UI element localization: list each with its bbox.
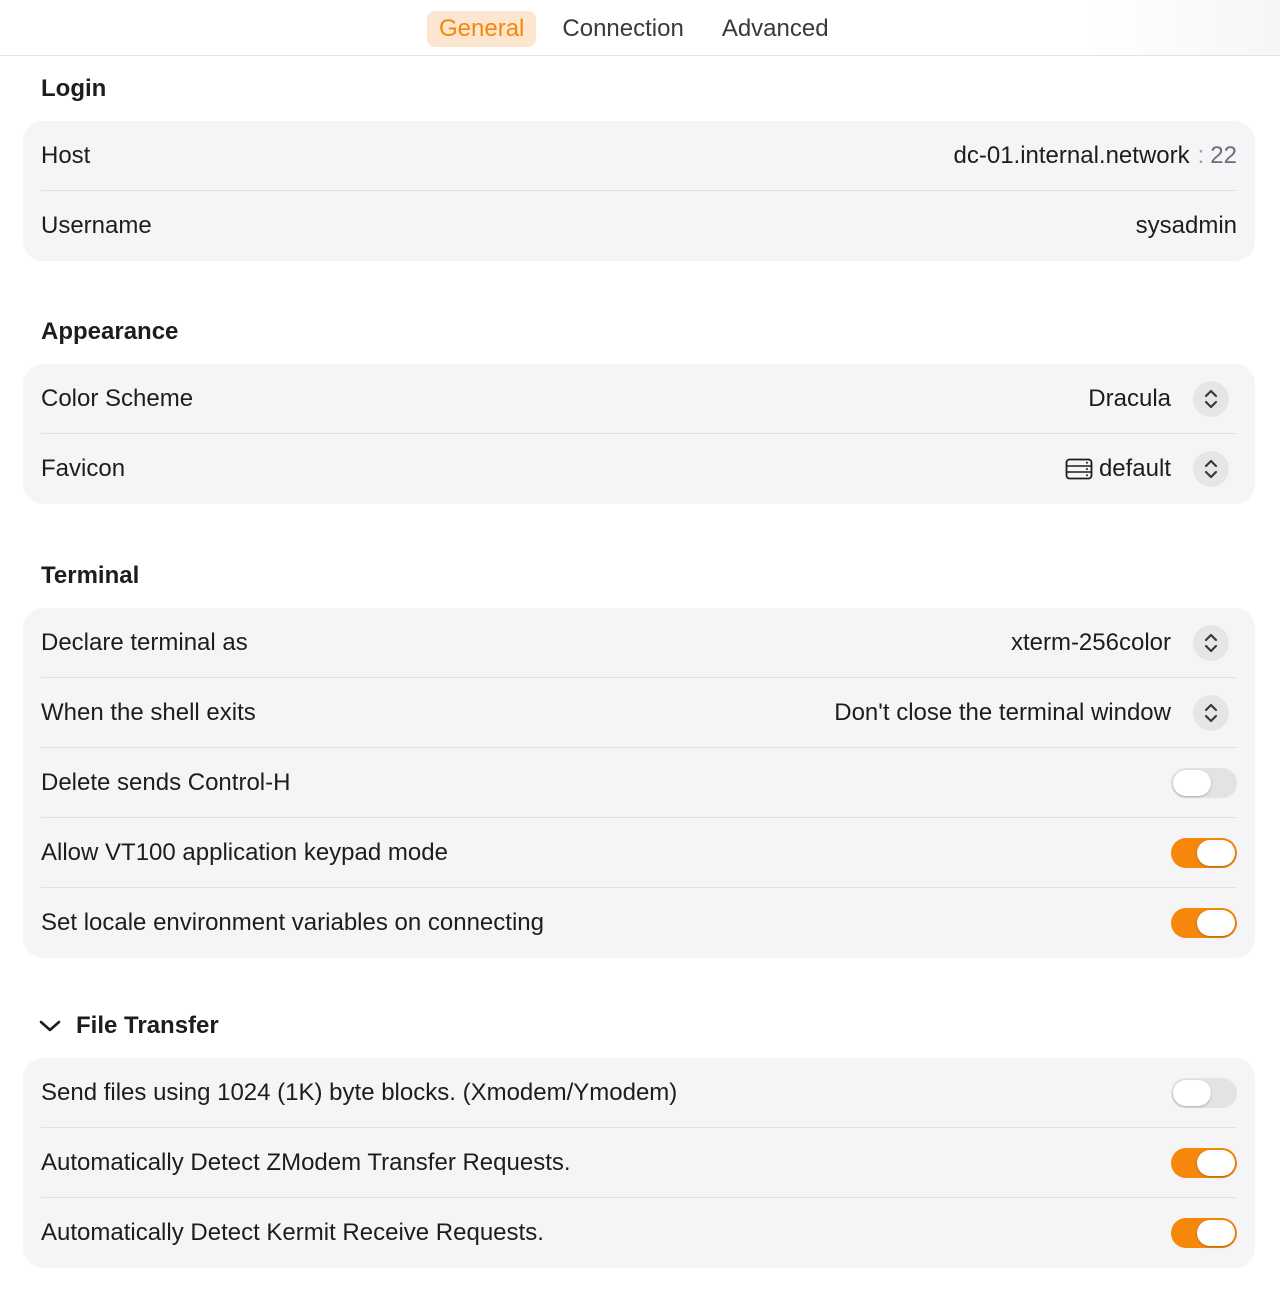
declare-terminal-stepper[interactable] [1193,625,1229,661]
port-separator: : [1197,141,1205,169]
zmodem-toggle[interactable] [1171,1148,1237,1178]
toggle-knob [1173,770,1211,796]
appearance-section-title: Appearance [41,318,179,345]
file-transfer-section-title: File Transfer [76,1012,219,1039]
declare-terminal-select[interactable] [1011,625,1237,661]
port-input[interactable]: 22 [1210,141,1237,169]
server-icon [1065,458,1093,480]
favicon-value: default [1098,455,1171,482]
shell-exit-stepper[interactable] [1193,695,1229,731]
color-scheme-value: Dracula [1088,384,1171,412]
chevron-down-icon [38,1018,62,1034]
appearance-card [23,364,1255,504]
tab-general[interactable]: General [427,11,536,47]
toggle-knob [1197,910,1235,936]
kblocks-row [41,1058,1237,1128]
tab-bar [0,0,1280,56]
shell-exit-row [41,678,1237,748]
chevron-up-down-icon [1203,702,1219,724]
color-scheme-stepper[interactable] [1193,381,1229,417]
declare-terminal-value: xterm-256color [1010,628,1171,656]
shell-exit-label: When the shell exits [41,698,256,726]
chevron-up-down-icon [1203,632,1219,654]
login-section-title: Login [41,75,107,102]
tabs [427,11,855,47]
vt100-keypad-row [41,818,1237,888]
kblocks-toggle[interactable] [1171,1078,1237,1108]
color-scheme-label: Color Scheme [41,384,194,412]
tab-advanced[interactable]: Advanced [721,15,829,42]
terminal-section-title: Terminal [41,562,140,589]
shell-exit-value: Don't close the terminal window [834,698,1171,726]
kermit-label: Automatically Detect Kermit Receive Requests. [41,1219,544,1246]
chevron-up-down-icon [1203,388,1219,410]
host-value[interactable] [954,142,1238,170]
toggle-knob [1197,840,1235,866]
shell-exit-select[interactable] [834,695,1237,731]
favicon-stepper[interactable] [1193,451,1229,487]
username-label: Username [41,212,152,239]
host-label: Host [41,141,91,169]
kblocks-label: Send files using 1024 (1K) byte blocks. (Xmodem/Ymodem) [41,1078,678,1106]
zmodem-label: Automatically Detect ZModem Transfer Requests. [41,1148,571,1176]
declare-terminal-label: Declare terminal as [41,628,248,656]
color-scheme-select[interactable] [1088,381,1237,417]
favicon-label: Favicon [41,455,126,482]
vt100-keypad-label: Allow VT100 application keypad mode [41,838,448,866]
toggle-knob [1197,1220,1235,1246]
host-input[interactable]: dc-01.internal.network [953,141,1190,169]
terminal-card [23,608,1255,958]
delete-control-h-label: Delete sends Control-H [41,768,291,796]
declare-terminal-row [41,608,1237,678]
tab-connection[interactable]: Connection [562,15,684,42]
delete-control-h-toggle[interactable] [1171,768,1237,798]
file-transfer-card [23,1058,1255,1268]
toggle-knob [1197,1150,1235,1176]
locale-env-row [41,888,1237,958]
zmodem-row [41,1128,1237,1198]
favicon-select[interactable] [1065,451,1237,487]
color-scheme-row [41,364,1237,434]
vt100-keypad-toggle[interactable] [1171,838,1237,868]
locale-env-toggle[interactable] [1171,908,1237,938]
username-row [41,191,1237,261]
chevron-up-down-icon [1203,458,1219,480]
kermit-row [41,1198,1237,1268]
username-input[interactable]: sysadmin [1135,212,1237,239]
toggle-knob [1173,1080,1211,1106]
file-transfer-disclosure[interactable] [38,1012,219,1040]
login-card [23,121,1255,261]
favicon-row [41,434,1237,504]
host-row [41,121,1237,191]
locale-env-label: Set locale environment variables on connecting [41,909,544,936]
delete-control-h-row [41,748,1237,818]
kermit-toggle[interactable] [1171,1218,1237,1248]
